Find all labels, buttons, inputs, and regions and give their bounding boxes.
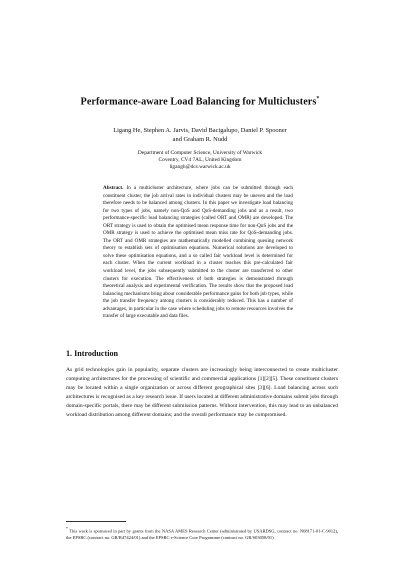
footnote-mark: * bbox=[66, 527, 68, 531]
affiliation-department: Department of Computer Science, University of Warwick bbox=[137, 150, 263, 156]
authors-line-1: Ligang He, Stephen A. Jarvis, David Bacigalupo, Daniel P. Spooner bbox=[113, 127, 287, 134]
affiliation bbox=[0, 150, 400, 172]
abstract-text: In a multicluster architecture, where jobs can be submitted through each constituent cluster, the job arrival rates in individual clusters may be uneven and the load therefore needs to be balanced among clusters. In this paper we investigate load balancing for two types of jobs, namely non-QoS and QoS-demanding jobs and as a result, two performance-specific load balancing strategies (called ORT and OMR) are developed. The ORT strategy is used to obtain the optimised mean response time for non-QoS jobs and the OMR strategy is used to achieve the optimised mean miss rate for QoS-demanding jobs. The ORT and OMR strategies are mathematically modelled combining queuing network theory to establish sets of optimisation equations. Numerical solutions are developed to solve these optimisation equations, and a so called fair workload level is determined for each cluster. When the current workload in a cluster reaches this pre-calculated fair workload level, the jobs subsequently submitted to the cluster are transferred to other clusters for execution. The effectiveness of both strategies is demonstrated through theoretical analysis and experimental verification. The results show that the proposed load balancing mechanisms bring about considerable performance gains for both job types, while the job transfer frequency among clusters is considerably reduced. This has a number of advantages, in particular in the case where scheduling jobs to remote resources involves the transfer of large executable and data files. bbox=[103, 185, 293, 320]
abstract bbox=[103, 185, 293, 321]
introduction-paragraph: As grid technologies gain in popularity, separate clusters are increasingly being interconnected to create multicluster computing architectures for the processing of scientific and commercial applications [1][2][5]. These constituent clusters may be located within a single organization or across different geographical sites [3][6]. Load balancing across such architectures is recognised as a key research issue. If users located at different administrative domains submit jobs through domain-specific portals, there may be different submission patterns. Without intervention, this may lead to an unbalanced workload distribution among different domains; and the overall performance may be compromised. bbox=[66, 367, 338, 419]
abstract-label: Abstract. bbox=[103, 185, 124, 191]
paper-title-text: Performance-aware Load Balancing for Multiclusters bbox=[80, 96, 317, 108]
affiliation-city: Coventry, CV4 7AL, United Kingdom bbox=[158, 157, 242, 164]
affiliation-email: ligangh@dcs.warwick.ac.uk bbox=[169, 164, 231, 171]
footnote-divider bbox=[66, 521, 126, 522]
author-list bbox=[0, 127, 400, 144]
footnote bbox=[66, 526, 338, 541]
paper-title bbox=[0, 96, 400, 107]
footnote-text: This work is sponsored in part by grants from the NASA AMES Research Center (administrated by USARDSG, contract no. N68171-01-C-9012), the EPSRC (contract no. GR/R47424/01) and the EPSRC e-Science Core Programme (contract no. GR/S03058/01). bbox=[66, 528, 338, 540]
title-footnote-mark: * bbox=[316, 96, 320, 102]
authors-line-2: and Graham R. Nudd bbox=[172, 135, 228, 143]
section-heading: 1. Introduction bbox=[66, 349, 119, 358]
